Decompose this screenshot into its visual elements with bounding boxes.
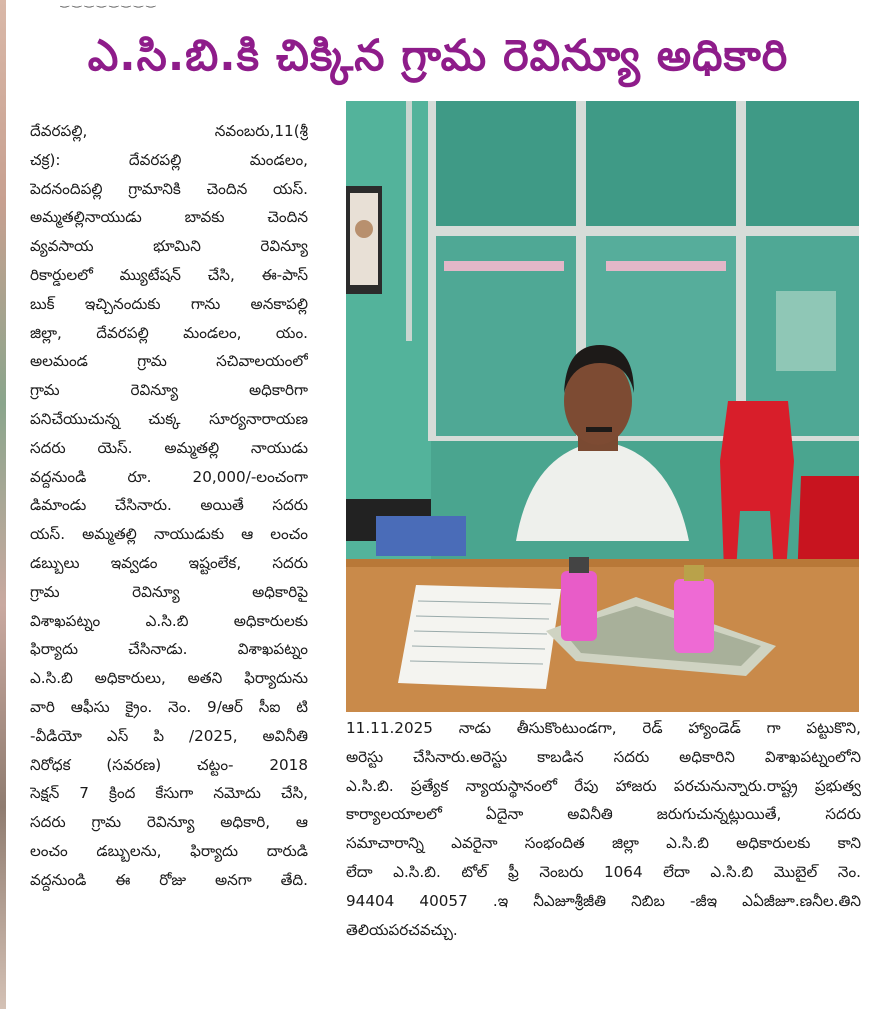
adjacent-page-strip (0, 0, 6, 1009)
article-line: వద్దనుండి రూ. 20,000/-లంచంగా (30, 467, 308, 486)
article-line: సదరు యెస్. అమ్మతల్లి నాయుడు (30, 438, 308, 457)
portrait-picture (350, 193, 378, 285)
article-line: గ్రామ రెవిన్యూ అధికారిగా (30, 381, 308, 400)
caption-line: 94404 40057 .ఇ నీఎజూశ్రీజీతి నిబిబ -జీఇ ఎఏజీజూ.ణనీల.తిని (346, 891, 861, 910)
window-pane-1 (436, 101, 576, 226)
pink-bottle-2 (674, 579, 714, 653)
pink-bottle-1 (561, 571, 597, 641)
article-line: అమ్మతల్లినాయుడు బావకు చెందిన (30, 208, 308, 227)
article-body (30, 117, 308, 967)
article-line: పెదనందిపల్లి గ్రామానికి చెందిన యస్. (30, 179, 308, 198)
caption-line: తెలియపరచవచ్చు. (346, 920, 458, 939)
article-line: -వీడియో ఎస్ పి /2025, అవినీతి (30, 726, 308, 745)
article-line: జిల్లా, దేవరపల్లి మండలం, యం. (30, 323, 308, 342)
caption-line: 11.11.2025 నాడు తీసుకొంటుండగా, రెడ్ హ్యాండెడ్ గా పట్టుకొని, (346, 719, 861, 737)
cropped-previous-line: ‿ ‿ ‿ ‿ ‿ ‿ ‿ ‿ (60, 0, 156, 8)
blue-cloth (376, 516, 466, 556)
article-line: వద్దనుండి ఈ రోజు అనగా తేది. (30, 870, 308, 889)
headline: ఎ.సి.బి.కి చిక్కిన గ్రామ రెవిన్యూ అధికారి (87, 31, 789, 81)
window-banner-2 (606, 261, 726, 271)
article-line: వారి ఆఫీసు క్రైం. నెం. 9/ఆర్ సీఐ టి (30, 697, 308, 716)
table-edge (346, 559, 859, 567)
article-line: గ్రామ రెవిన్యూ అధికారిపై (30, 582, 308, 601)
caption-line: సమాచారాన్ని ఎవరైనా సంభందిత జిల్లా ఎ.సి.బి అధికారులకు కాని (346, 834, 861, 853)
documents (398, 585, 561, 689)
photo-caption (346, 714, 861, 969)
window-pane-3 (746, 101, 859, 226)
article-line: దేవరపల్లి, నవంబరు,11(శ్రీ (30, 122, 308, 140)
article-line: యస్. అమ్మతల్లి నాయుడుకు ఆ లంచం (30, 525, 308, 544)
article-line: సెక్షన్ 7 క్రింద కేసుగా నమోదు చేసి, (30, 784, 308, 803)
article-line: సదరు గ్రామ రెవిన్యూ అధికారి, ఆ (30, 813, 308, 832)
wall-pipe (406, 101, 412, 341)
article-line: అలమండ గ్రామ సచివాలయంలో (30, 352, 308, 371)
article-line: లంచం డబ్బులను, ఫిర్యాదు దారుడి (30, 841, 308, 860)
article-line: బుక్ ఇచ్చినందుకు గాను అనకాపల్లి (30, 294, 308, 313)
photo-illustration (346, 101, 859, 712)
news-photo (346, 101, 859, 712)
article-line: వ్యవసాయ భూమిని రెవిన్యూ (30, 237, 308, 256)
article-line: ఎ.సి.బి అధికారులు, అతని ఫిర్యాదును (30, 669, 308, 688)
caption-line: లేదా ఎ.సి.బి. టోల్ ఫ్రీ నెంబరు 1064 లేదా ఎ.సి.బి మొబైల్ నెం. (346, 862, 861, 881)
article-line: ఫిర్యాదు చేసినాడు. విశాఖపట్నం (30, 640, 308, 659)
article-line: చక్ర): దేవరపల్లి మండలం, (30, 150, 308, 169)
article-line: విశాఖపట్నం ఎ.సి.బి అధికారులకు (30, 611, 308, 630)
caption-line: ఎ.సి.బి. ప్రత్యేక న్యాయస్థానంలో రేపు హాజరు పరచునున్నారు.రాష్ట్ర ప్రభుత్వ (346, 776, 861, 795)
article-line: డబ్బులు ఇవ్వడం ఇష్టంలేక, సదరు (30, 553, 308, 572)
article-line: రికార్డులలో మ్యుటేషన్ చేసి, ఈ-పాస్ (30, 265, 308, 284)
bottle-cap-2 (684, 565, 704, 581)
article-line: పనిచేయుచున్న చుక్క సూర్యనారాయణ (30, 409, 308, 428)
article-line: నిరోధక (సవరణ) చట్టం- 2018 (30, 755, 308, 774)
wall-poster (776, 291, 836, 371)
man-moustache (586, 427, 612, 432)
window-pane-2 (586, 101, 736, 226)
window-banner (444, 261, 564, 271)
caption-line: అరెస్టు చేసినారు.అరెస్టు కాబడిన సదరు అధికారిని విశాఖపట్నంలోని (346, 747, 861, 766)
caption-line: కార్యాలయాలలో ఏదైనా అవినీతి జరుగుచున్నట్లుయితే, సదరు (346, 805, 861, 824)
bottle-cap-1 (569, 557, 589, 573)
portrait-face (355, 220, 373, 238)
article-line: డిమాండు చేసినారు. అయితే సదరు (30, 496, 308, 515)
wall-left-panel (346, 101, 431, 561)
